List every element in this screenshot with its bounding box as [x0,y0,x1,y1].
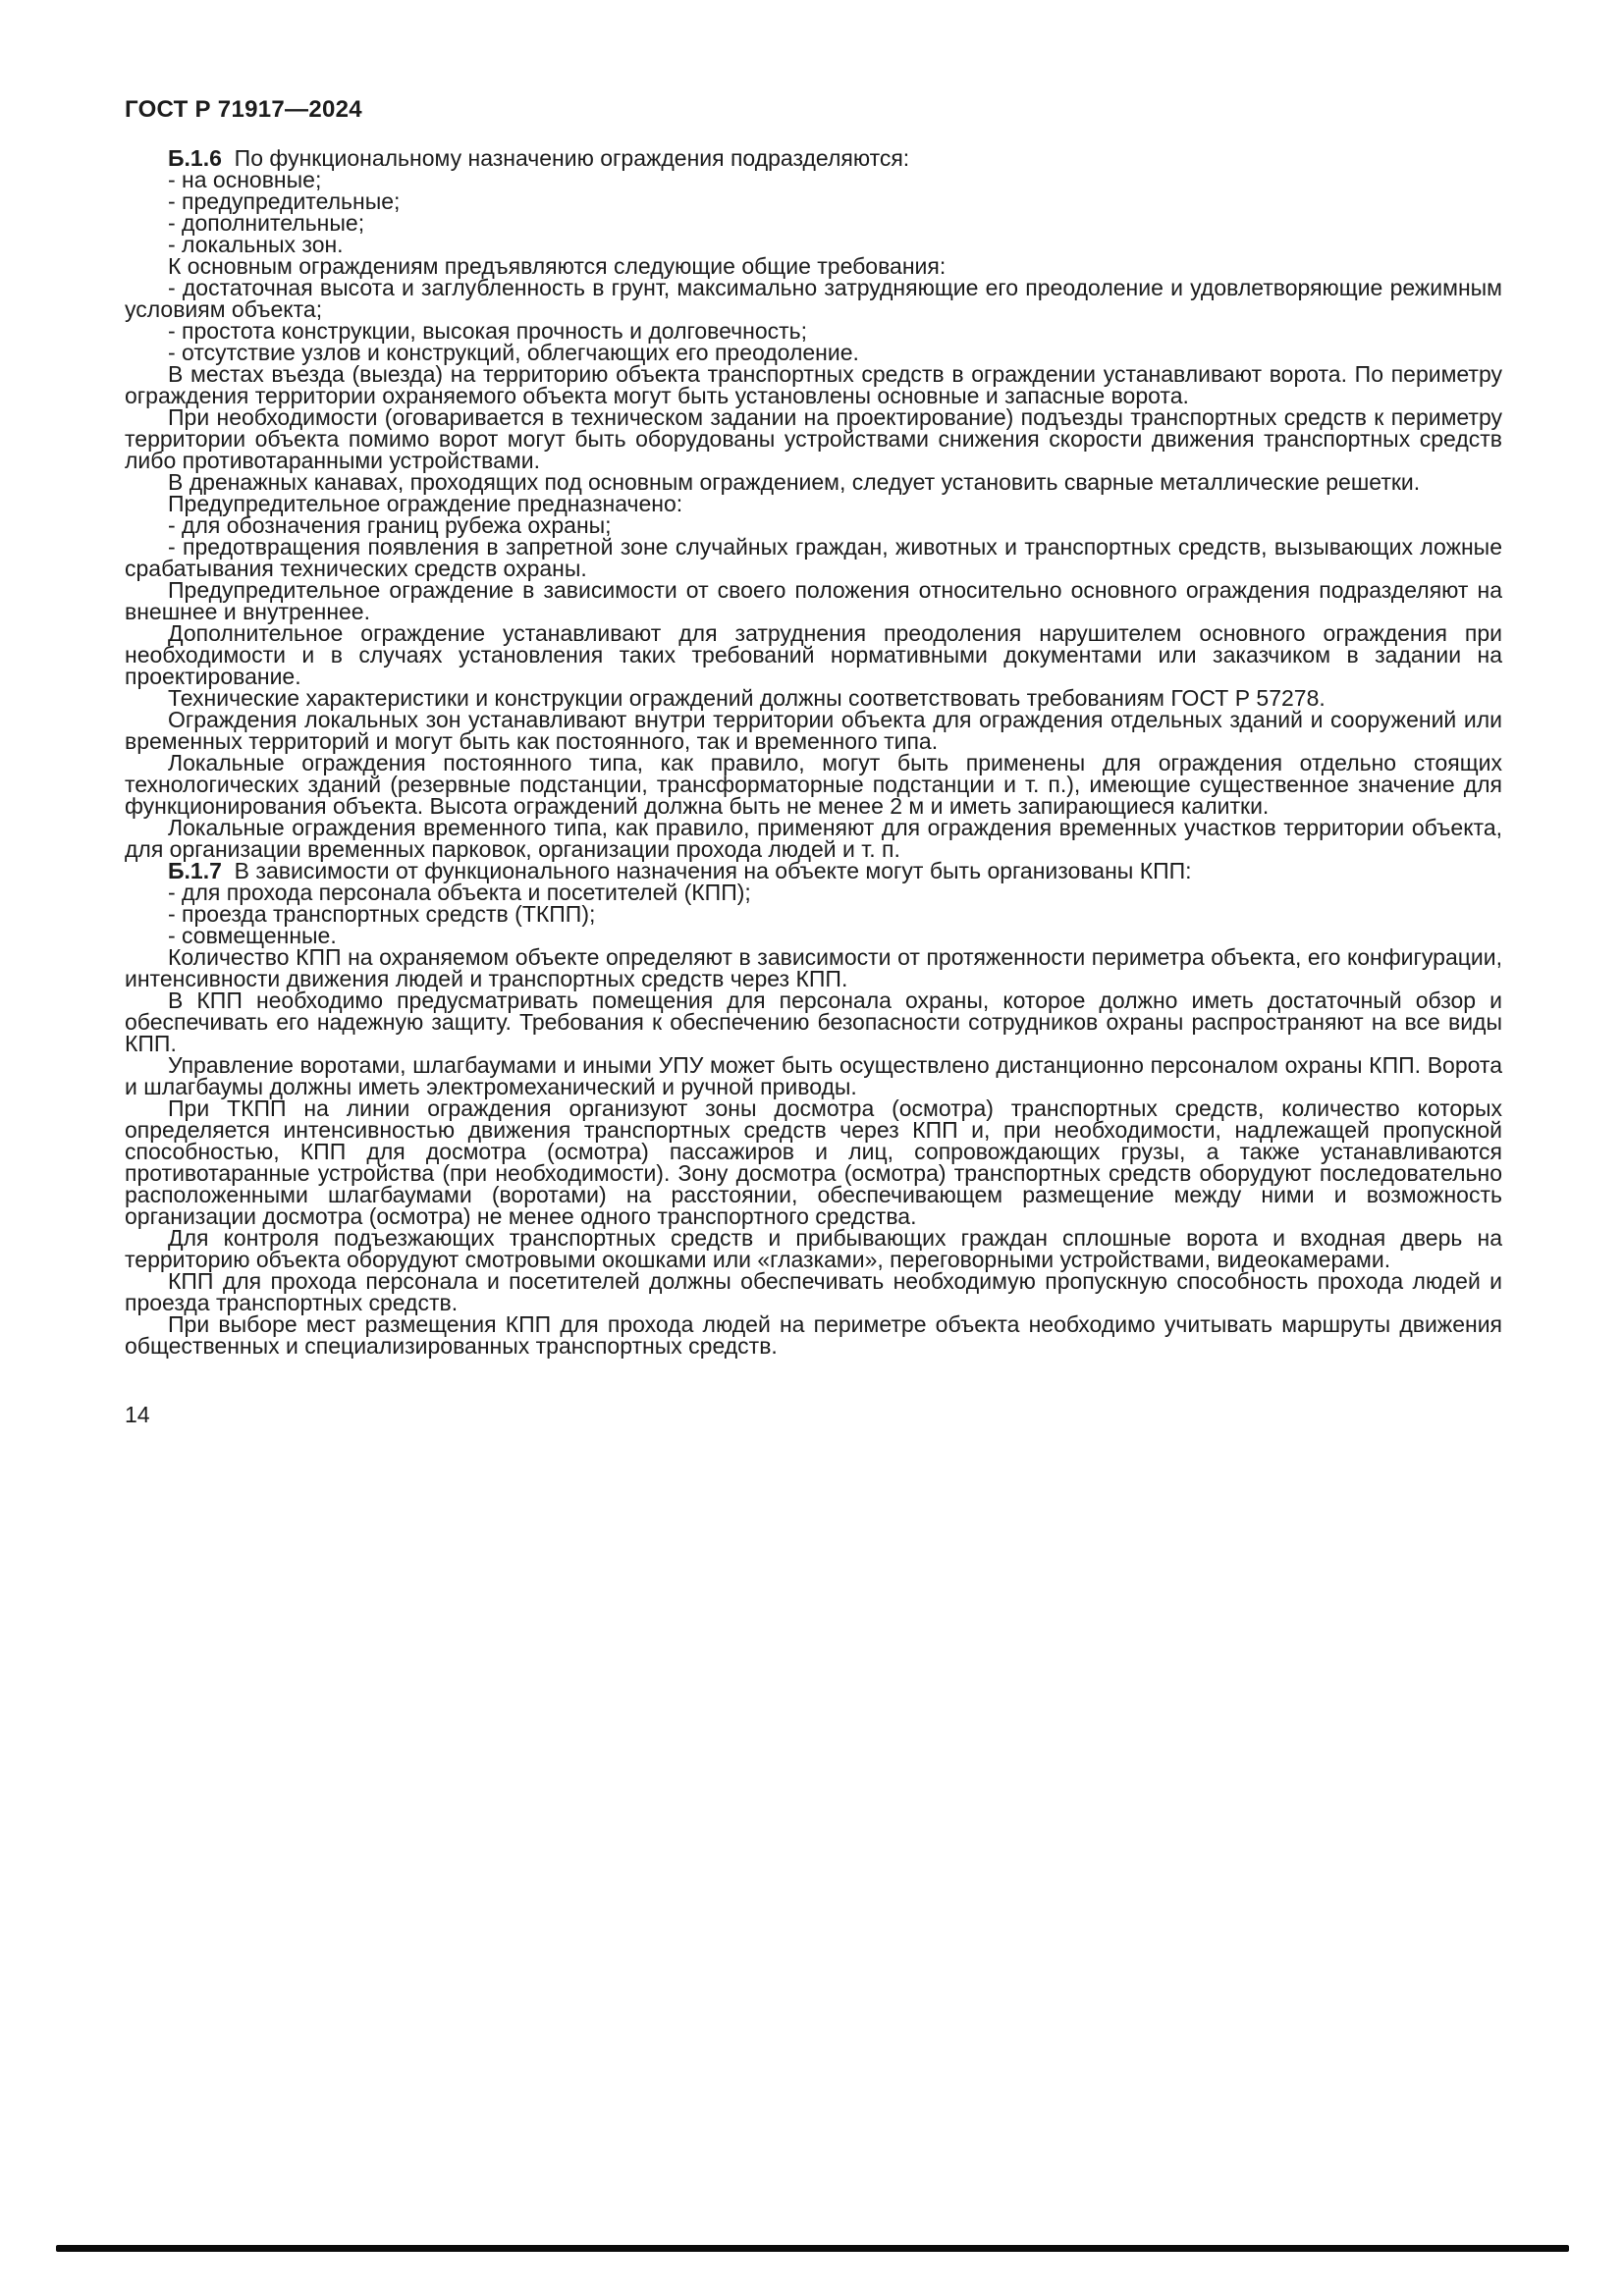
paragraph: Количество КПП на охраняемом объекте определяют в зависимости от протяженности периметра объекта, его конфигурации, интенсивности движения людей и транспортных средств через КПП. [125,944,1502,991]
paragraph: Дополнительное ограждение устанавливают для затруднения преодоления нарушителем основного ограждения при необходимости и в случаях установления таких требований нормативными документами или заказчиком в задании на проектирование. [125,620,1502,689]
paragraph: - предупредительные; [168,188,401,214]
paragraph: В местах въезда (выезда) на территорию объекта транспортных средств в ограждении устанавливают ворота. По периметру ограждения территории охраняемого объекта могут быть установлены основные и запасные ворота. [125,361,1502,408]
paragraph: - дополнительные; [168,210,365,236]
paragraph: При необходимости (оговаривается в техническом задании на проектирование) подъезды транспортных средств к периметру территории объекта помимо ворот могут быть оборудованы устройствами снижения скорости движения транспортных средств либо противотаранными устройствами. [125,404,1502,473]
paragraph: Предупредительное ограждение предназначено: [168,491,683,516]
paragraph: - достаточная высота и заглубленность в грунт, максимально затрудняющие его преодоление и удовлетворяющие режимным условиям объекта; [125,275,1502,322]
paragraph: К основным ограждениям предъявляются следующие общие требования: [168,253,947,279]
clause-number: Б.1.7 [168,858,222,883]
paragraph: КПП для прохода персонала и посетителей должны обеспечивать необходимую пропускную способность прохода людей и проезда транспортных средств. [125,1268,1502,1315]
paragraph: Локальные ограждения временного типа, как правило, применяют для ограждения временных участков территории объекта, для организации временных парковок, организации прохода людей и т. п. [125,815,1502,862]
clause-number: Б.1.6 [168,145,222,171]
paragraph: В КПП необходимо предусматривать помещения для персонала охраны, которое должно иметь достаточный обзор и обеспечивать его надежную защиту. Требования к обеспечению безопасности сотрудников охраны распространяют на все виды КПП. [125,988,1502,1056]
paragraph: При выборе мест размещения КПП для прохода людей на периметре объекта необходимо учитывать маршруты движения общественных и специализированных транспортных средств. [125,1311,1502,1359]
paragraph: - отсутствие узлов и конструкций, облегчающих его преодоление. [168,340,859,365]
paragraph: - для обозначения границ рубежа охраны; [168,512,612,538]
scan-edge-artifact [56,2245,1569,2252]
paragraph: - на основные; [168,167,322,192]
paragraph: Локальные ограждения постоянного типа, как правило, могут быть применены для ограждения отдельно стоящих технологических зданий (резервные подстанции, трансформаторные подстанции и т. п.), имеющие существенное значение для функционирования объекта. Высота ограждений должна быть не менее 2 м и иметь запирающиеся калитки. [125,750,1502,819]
paragraph: Технические характеристики и конструкции ограждений должны соответствовать требованиям ГОСТ Р 57278. [168,685,1326,711]
paragraph: При ТКПП на линии ограждения организуют зоны досмотра (осмотра) транспортных средств, количество которых определяется интенсивностью движения транспортных средств через КПП и, при необходимости, надлежащей пропускной способностью, КПП для досмотра (осмотра) пассажиров и лиц, сопровождающих грузы, а также устанавливаются противотаранные устройства (при необходимости). Зону досмотра (осмотра) транспортных средств оборудуют последовательно расположенными шлагбаумами (воротами) на расстоянии, обеспечивающем размещение между ними и возможность организации досмотра (осмотра) не менее одного транспортного средства. [125,1095,1502,1229]
paragraph: - для прохода персонала объекта и посетителей (КПП); [168,880,751,905]
paragraph: - локальных зон. [168,232,344,257]
page-number: 14 [125,1402,150,1427]
paragraph: В дренажных канавах, проходящих под основным ограждением, следует установить сварные металлические решетки. [168,469,1421,495]
paragraph: Ограждения локальных зон устанавливают внутри территории объекта для ограждения отдельных зданий и сооружений или временных территорий и могут быть как постоянного, так и временного типа. [125,707,1502,754]
document-body [125,147,1502,1357]
paragraph: Б.1.7 В зависимости от функционального назначения на объекте могут быть организованы КПП: [168,858,1192,883]
paragraph: - проезда транспортных средств (ТКПП); [168,901,596,927]
paragraph: - простота конструкции, высокая прочность и долговечность; [168,318,808,344]
paragraph: Б.1.6 По функциональному назначению ограждения подразделяются: [168,145,910,171]
paragraph: Для контроля подъезжающих транспортных средств и прибывающих граждан сплошные ворота и входная дверь на территорию объекта оборудуют смотровыми окошками или «глазками», переговорными устройствами, видеокамерами. [125,1225,1502,1272]
paragraph: Предупредительное ограждение в зависимости от своего положения относительно основного ограждения подразделяют на внешнее и внутреннее. [125,577,1502,624]
document-header: ГОСТ Р 71917—2024 [125,96,362,123]
paragraph: Управление воротами, шлагбаумами и иными УПУ может быть осуществлено дистанционно персоналом охраны КПП. Ворота и шлагбаумы должны иметь электромеханический и ручной приводы. [125,1052,1502,1099]
paragraph: - совмещенные. [168,923,337,948]
paragraph: - предотвращения появления в запретной зоне случайных граждан, животных и транспортных средств, вызывающих ложные срабатывания технических средств охраны. [125,534,1502,581]
